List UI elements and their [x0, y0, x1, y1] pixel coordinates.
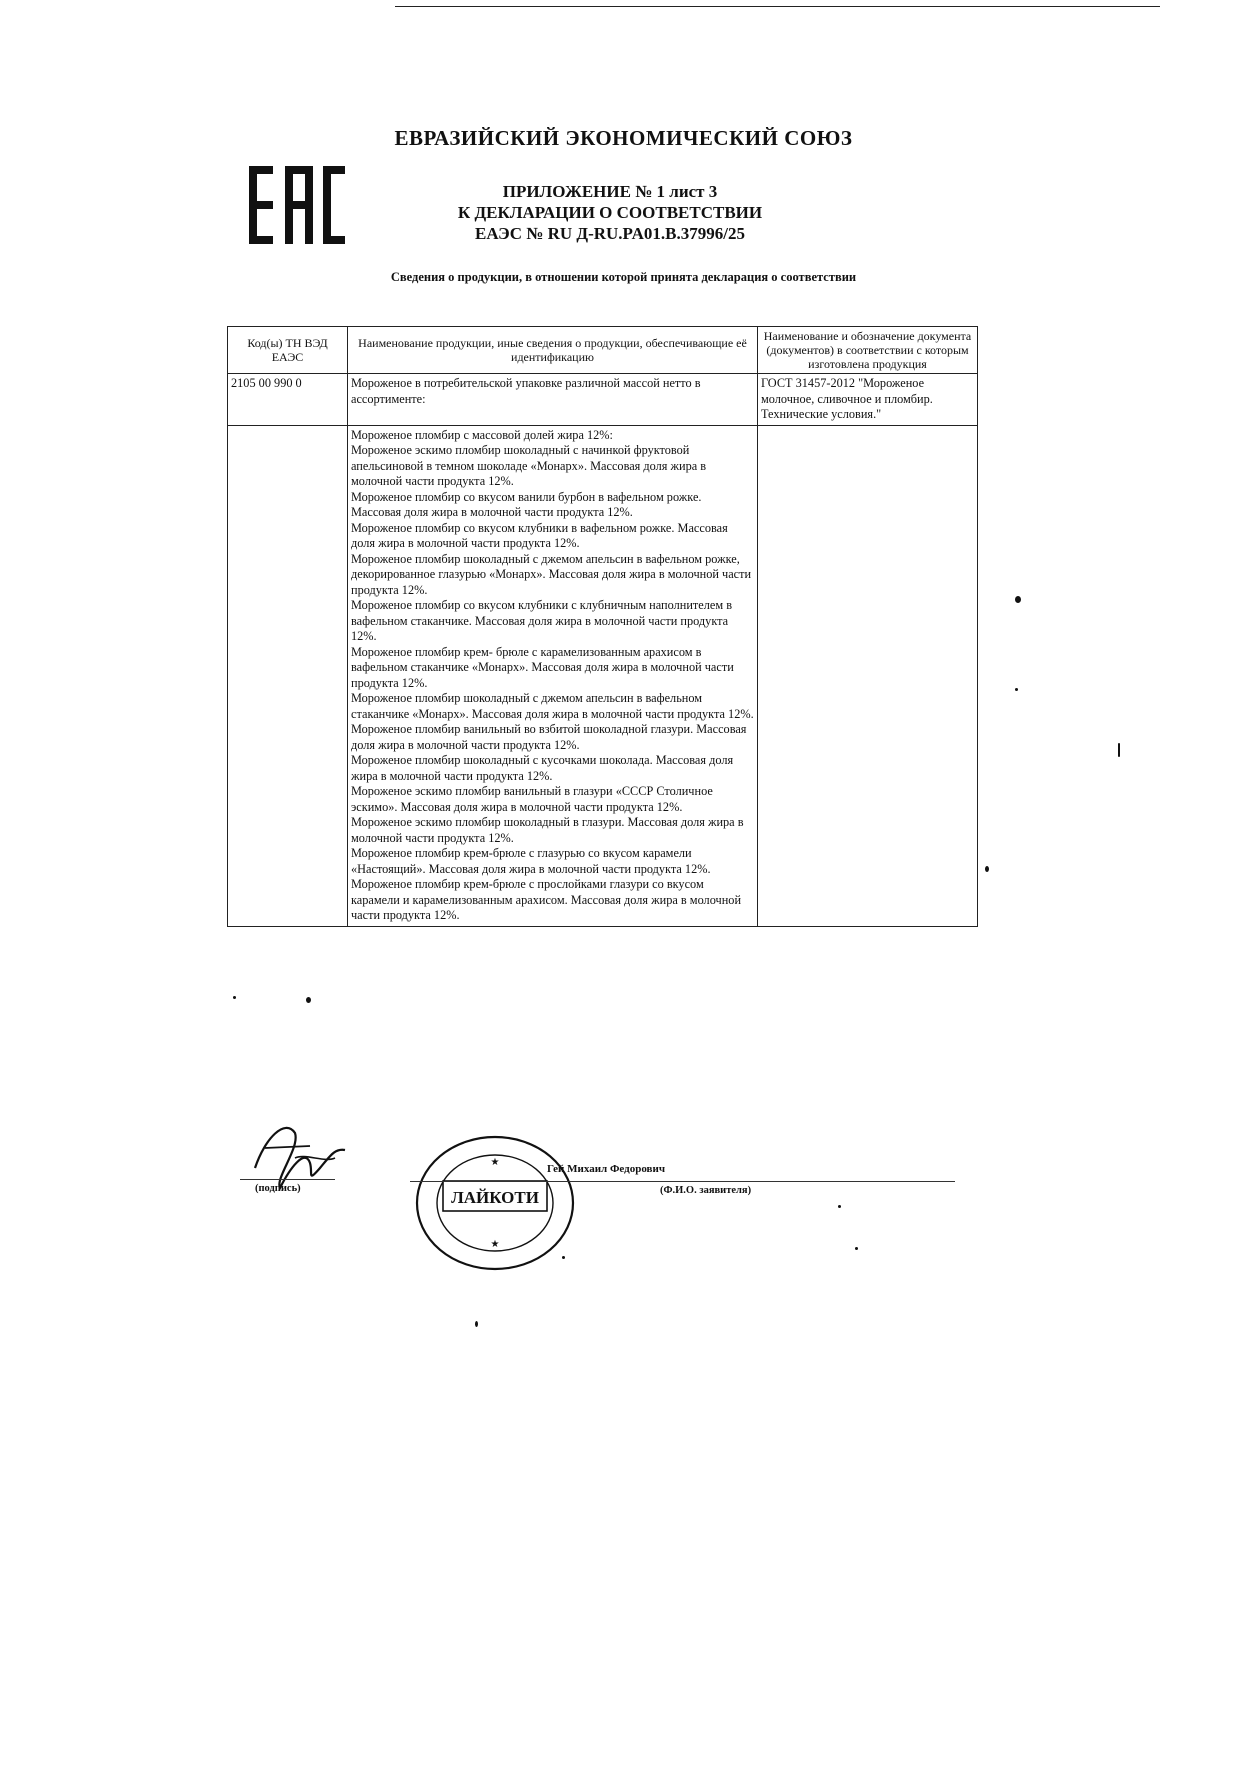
intro-text: Сведения о продукции, в отношении которой принята декларация о соответствии	[390, 270, 857, 284]
svg-text:★: ★	[490, 1239, 500, 1250]
list-item: Мороженое пломбир крем-брюле с глазурью со вкусом карамели «Настоящий». Массовая доля жира в молочной части продукта 12%.	[351, 846, 711, 876]
list-item: Мороженое пломбир со вкусом ванили бурбон в вафельном рожке. Массовая доля жира в молочной части продукта 12%.	[351, 489, 702, 519]
header-name: Наименование продукции, иные сведения о продукции, обеспечивающие её идентификацию	[348, 327, 758, 374]
scan-speck	[838, 1205, 841, 1208]
list-item: Мороженое эскимо пломбир шоколадный с начинкой фруктовой апельсиновой в темном шоколаде «Монарх». Массовая доля жира в молочной части продукта 12%.	[351, 443, 707, 488]
product-table	[227, 326, 978, 927]
header-document: Наименование и обозначение документа (документов) в соответствии с которым изготовлена продукция	[758, 327, 978, 374]
list-item: Мороженое пломбир крем-брюле с прослойками глазури со вкусом карамели и карамелизованным арахисом. Массовая доля жира в молочной части продукта 12%.	[351, 877, 742, 922]
list-item: Мороженое пломбир шоколадный с джемом апельсин в вафельном рожке, декорированное глазурью «Монарх». Массовая доля жира в молочной части продукта 12%.	[351, 551, 752, 597]
list-item: Мороженое эскимо пломбир ванильный в глазури «СССР Столичное эскимо». Массовая доля жира в молочной части продукта 12%.	[351, 784, 713, 814]
table-row	[228, 374, 978, 426]
scan-speck	[306, 997, 311, 1003]
scan-speck	[562, 1256, 565, 1259]
list-item: Мороженое пломбир с массовой долей жира 12%:	[351, 427, 613, 442]
signature-line	[240, 1179, 335, 1180]
list-item: Мороженое пломбир со вкусом клубники с клубничным наполнителем в вафельном стаканчике. Массовая доля жира в молочной части продукта 12%.	[351, 598, 733, 643]
signature-caption: (подпись)	[255, 1183, 301, 1194]
scan-speck	[985, 866, 989, 872]
declaration-number: ЕАЭС № RU Д-RU.PA01.B.37996/25	[474, 224, 745, 243]
list-item: Мороженое пломбир шоколадный с джемом апельсин в вафельном стаканчике «Монарх». Массовая доля жира в молочной части продукта 12%.	[351, 691, 754, 721]
declaration-label: К ДЕКЛАРАЦИИ О СООТВЕТСТВИИ	[457, 203, 763, 222]
appendix-heading	[420, 181, 800, 244]
cell-code: 2105 00 990 0	[228, 374, 348, 426]
cell-items	[348, 425, 758, 926]
cell-document: ГОСТ 31457-2012 "Мороженое молочное, сливочное и пломбир. Технические условия."	[758, 374, 978, 426]
list-item: Мороженое эскимо пломбир шоколадный в глазури. Массовая доля жира в молочной части продукта 12%.	[351, 815, 744, 845]
table-row-items	[228, 425, 978, 926]
seal-text: ЛАЙКОТИ	[451, 1188, 539, 1207]
company-seal	[405, 1125, 585, 1275]
cell-empty	[228, 425, 348, 926]
appendix-label: ПРИЛОЖЕНИЕ № 1 лист 3	[502, 182, 718, 201]
scan-speck	[1015, 596, 1021, 603]
top-border-line	[395, 6, 1160, 7]
scan-speck	[233, 996, 236, 999]
organization-title: ЕВРАЗИЙСКИЙ ЭКОНОМИЧЕСКИЙ СОЮЗ	[394, 126, 853, 150]
table-header-row	[228, 327, 978, 374]
list-item: Мороженое пломбир ванильный во взбитой шоколадной глазури. Массовая доля жира в молочной части продукта 12%.	[351, 722, 747, 752]
applicant-name: Гей Михаил Федорович	[547, 1163, 666, 1175]
scan-speck	[475, 1321, 478, 1327]
svg-text:★: ★	[490, 1157, 500, 1168]
list-item: Мороженое пломбир со вкусом клубники в вафельном рожке. Массовая доля жира в молочной части продукта 12%.	[351, 520, 728, 550]
list-item: Мороженое пломбир крем- брюле с карамелизованным арахисом в вафельном стаканчике «Монарх». Массовая доля жира в молочной части продукта 12%.	[351, 644, 734, 690]
scan-speck	[1118, 743, 1120, 757]
scan-speck	[1015, 688, 1018, 691]
eac-logo	[249, 166, 345, 244]
cell-empty-doc	[758, 425, 978, 926]
applicant-name-line	[410, 1181, 955, 1182]
scan-speck	[855, 1247, 858, 1250]
applicant-caption: (Ф.И.О. заявителя)	[660, 1185, 752, 1196]
cell-name: Мороженое в потребительской упаковке различной массой нетто в ассортименте:	[348, 374, 758, 426]
list-item: Мороженое пломбир шоколадный с кусочками шоколада. Массовая доля жира в молочной части продукта 12%.	[351, 753, 734, 783]
header-code: Код(ы) ТН ВЭД ЕАЭС	[228, 327, 348, 374]
